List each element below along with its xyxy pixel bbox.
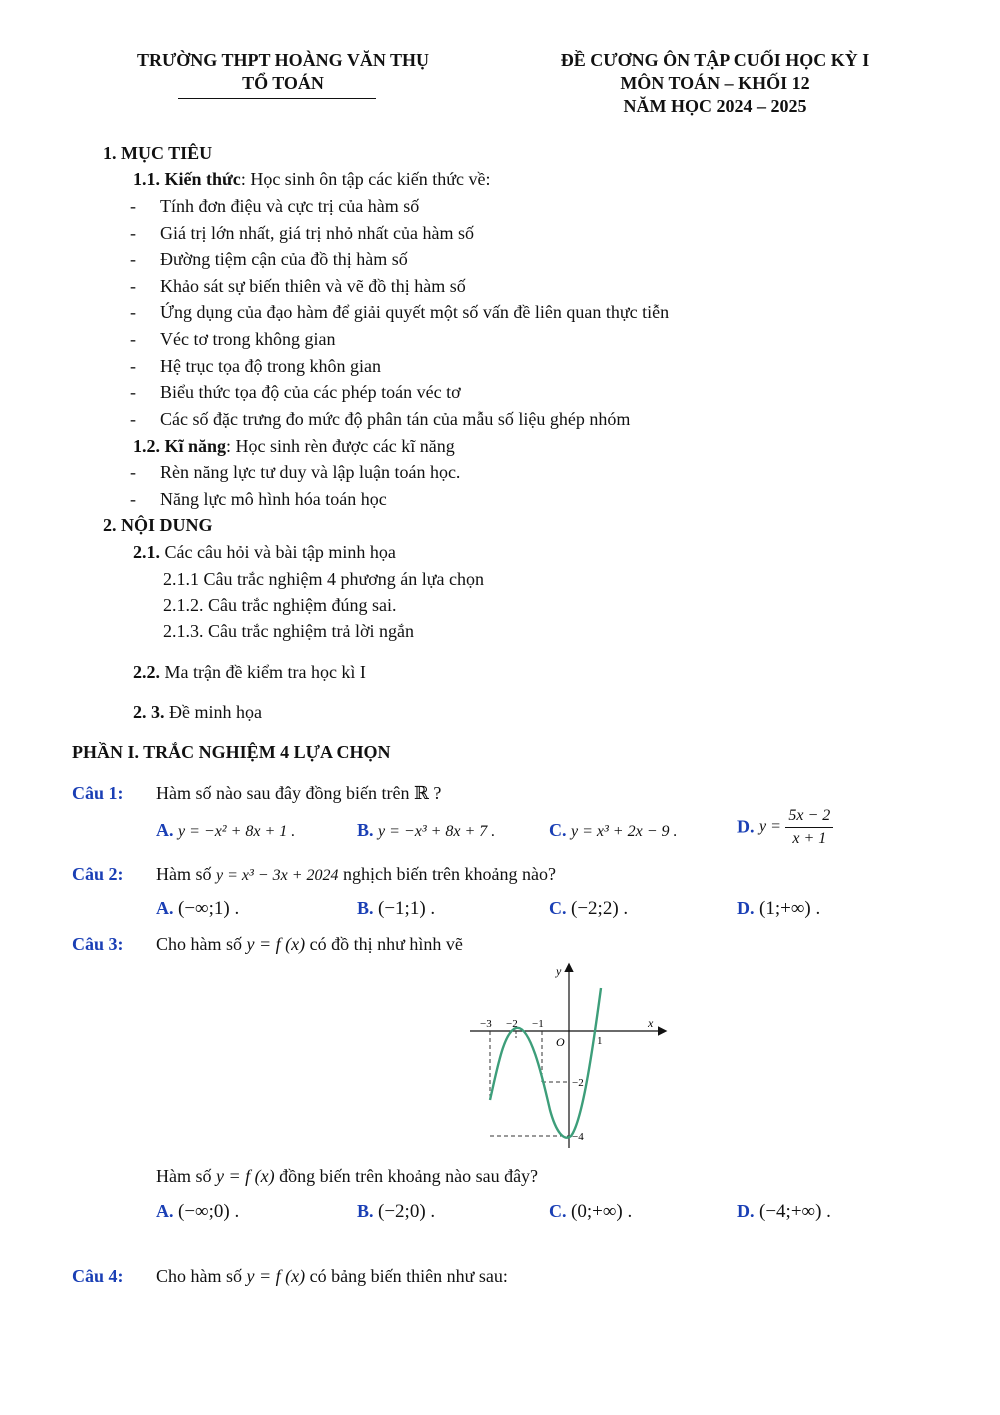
q3-ask	[156, 1166, 538, 1187]
s23-line	[133, 702, 262, 723]
q1-option-c[interactable]	[549, 820, 678, 841]
tick-y-minus2: −2	[572, 1077, 584, 1089]
knowledge-item-8	[130, 382, 461, 403]
skill-line	[133, 436, 455, 457]
skill-item-2	[130, 489, 387, 510]
q3-d-text: (−4;+∞) .	[759, 1201, 831, 1222]
tick-x-minus3: −3	[480, 1018, 492, 1030]
skill-item-text: Rèn năng lực tư duy và lập luận toán học.	[160, 462, 461, 482]
knowledge-text: : Học sinh ôn tập các kiến thức về:	[240, 169, 491, 189]
knowledge-item-6	[130, 329, 335, 350]
q2-text	[156, 864, 556, 885]
q1-a-label: A.	[156, 820, 174, 840]
bullet-dash: -	[130, 302, 136, 323]
knowledge-item-text: Hệ trục tọa độ trong khôn gian	[160, 355, 381, 376]
knowledge-label: 1.1. Kiến thức	[133, 169, 241, 189]
bullet-dash: -	[130, 355, 136, 376]
bullet-dash: -	[130, 329, 136, 349]
q1-d-denominator: x + 1	[792, 829, 827, 847]
bullet-dash: -	[130, 196, 136, 216]
x-axis-label: x	[648, 1016, 654, 1030]
q2-text-post: nghịch biến trên khoảng nào?	[338, 864, 556, 884]
q2-option-a[interactable]	[156, 898, 239, 920]
bullet-dash: -	[130, 408, 136, 429]
knowledge-item-1	[130, 196, 419, 217]
q3-b-label: B.	[357, 1201, 374, 1221]
s21-item-3: 2.1.3. Câu trắc nghiệm trả lời ngắn	[163, 621, 414, 641]
q2-function: y = x³ − 3x + 2024	[216, 867, 339, 884]
q3-text	[156, 934, 463, 955]
knowledge-item-text: Các số đặc trưng đo mức độ phân tán của mẫu số liệu ghép nhóm	[160, 408, 631, 429]
department-name: TỔ TOÁN	[242, 73, 324, 93]
q2-text-pre: Hàm số	[156, 864, 216, 884]
skill-label: 1.2. Kĩ năng	[133, 436, 227, 456]
q2-label: Câu 2:	[72, 864, 124, 884]
q3-a-text: (−∞;0) .	[178, 1201, 240, 1222]
q4-label: Câu 4:	[72, 1266, 124, 1286]
q2-d-label: D.	[737, 898, 755, 918]
bullet-dash: -	[130, 222, 136, 243]
q3-ask-post: đồng biến trên khoảng nào sau đây?	[274, 1166, 539, 1186]
knowledge-item-text: Ứng dụng của đạo hàm để giải quyết một số vấn đề liên quan thực tiễn	[160, 302, 670, 323]
s23-text: Đề minh họa	[164, 702, 262, 722]
q1-b-text: y = −x³ + 8x + 7 .	[378, 823, 496, 840]
origin-label: O	[556, 1035, 565, 1049]
s23-label: 2. 3.	[133, 702, 165, 722]
q2-a-text: (−∞;1) .	[178, 898, 240, 919]
tick-x-1: 1	[597, 1035, 603, 1047]
knowledge-item-9	[130, 409, 630, 430]
skill-text: : Học sinh rèn được các kĩ năng	[226, 436, 455, 456]
q1-d-fraction	[785, 807, 833, 847]
q3-function: y = f (x)	[246, 934, 306, 954]
q2-c-text: (−2;2) .	[571, 898, 629, 919]
knowledge-item-text: Biểu thức tọa độ của các phép toán véc tơ	[160, 382, 461, 403]
knowledge-line	[133, 169, 491, 190]
q1-c-text: y = x³ + 2x − 9 .	[571, 823, 678, 840]
q2-option-c[interactable]	[549, 898, 628, 920]
q2-a-label: A.	[156, 898, 174, 918]
knowledge-item-text: Đường tiệm cận của đồ thị hàm số	[160, 249, 408, 270]
part1-heading: PHẦN I. TRẮC NGHIỆM 4 LỰA CHỌN	[72, 742, 391, 762]
function-curve	[490, 988, 601, 1138]
s21-line	[133, 542, 396, 563]
q3-text-pre: Cho hàm số	[156, 934, 247, 954]
bullet-dash: -	[130, 275, 136, 296]
bullet-dash: -	[130, 249, 136, 270]
y-axis-label: y	[556, 964, 562, 978]
q2-option-d[interactable]	[737, 898, 820, 920]
q3-option-b[interactable]	[357, 1201, 435, 1223]
q2-b-label: B.	[357, 898, 374, 918]
q2-option-b[interactable]	[357, 898, 435, 920]
q1-option-b[interactable]	[357, 820, 495, 841]
q3-option-c[interactable]	[549, 1201, 632, 1223]
q3-label: Câu 3:	[72, 934, 124, 954]
tick-y-minus4: −4	[572, 1131, 584, 1143]
q1-option-a[interactable]	[156, 820, 295, 841]
bullet-dash: -	[130, 382, 136, 403]
knowledge-item-5	[130, 302, 669, 323]
school-year: NĂM HỌC 2024 – 2025	[623, 96, 807, 116]
q3-ask-function: y = f (x)	[216, 1166, 275, 1186]
section1-heading: 1. MỤC TIÊU	[103, 143, 213, 163]
s22-label: 2.2.	[133, 662, 160, 682]
q2-b-text: (−1;1) .	[378, 898, 436, 919]
s21-label: 2.1.	[133, 542, 160, 562]
q4-text-post: có bảng biến thiên như sau:	[305, 1266, 508, 1286]
s21-item-1: 2.1.1 Câu trắc nghiệm 4 phương án lựa chọn	[163, 569, 484, 589]
tick-x-minus1: −1	[532, 1018, 544, 1030]
knowledge-item-4	[130, 276, 466, 297]
knowledge-item-7	[130, 356, 381, 377]
skill-item-1	[130, 462, 460, 483]
s21-text: Các câu hỏi và bài tập minh họa	[160, 542, 396, 562]
knowledge-item-text: Véc tơ trong không gian	[160, 329, 336, 349]
q1-d-lhs: y =	[759, 818, 781, 836]
q3-ask-pre: Hàm số	[156, 1166, 216, 1186]
header-divider	[178, 98, 376, 99]
school-name: TRƯỜNG THPT HOÀNG VĂN THỤ	[136, 50, 430, 70]
q2-d-text: (1;+∞) .	[759, 898, 821, 919]
q3-c-label: C.	[549, 1201, 567, 1221]
q1-d-label: D.	[737, 816, 755, 837]
q1-option-d[interactable]	[737, 807, 833, 847]
q1-d-numerator: 5x − 2	[785, 807, 833, 828]
knowledge-item-2	[130, 223, 474, 244]
q1-label: Câu 1:	[72, 783, 124, 803]
s22-line	[133, 662, 366, 683]
q1-text: Hàm số nào sau đây đồng biến trên ℝ ?	[156, 783, 442, 803]
s21-item-2: 2.1.2. Câu trắc nghiệm đúng sai.	[163, 595, 397, 615]
knowledge-item-3	[130, 249, 408, 270]
q3-a-label: A.	[156, 1201, 174, 1221]
q3-b-text: (−2;0) .	[378, 1201, 436, 1222]
q3-option-d[interactable]	[737, 1201, 831, 1223]
q3-d-label: D.	[737, 1201, 755, 1221]
knowledge-item-text: Khảo sát sự biến thiên và vẽ đồ thị hàm số	[160, 275, 466, 296]
q4-text-pre: Cho hàm số	[156, 1266, 247, 1286]
q3-c-text: (0;+∞) .	[571, 1201, 633, 1222]
q1-a-text: y = −x² + 8x + 1 .	[178, 823, 296, 840]
subject-line: MÔN TOÁN – KHỐI 12	[620, 73, 810, 93]
q2-c-label: C.	[549, 898, 567, 918]
q3-option-a[interactable]	[156, 1201, 239, 1223]
skill-item-text: Năng lực mô hình hóa toán học	[160, 488, 387, 509]
knowledge-item-text: Tính đơn điệu và cực trị của hàm số	[160, 196, 420, 216]
section2-heading: 2. NỘI DUNG	[103, 515, 213, 535]
knowledge-item-text: Giá trị lớn nhất, giá trị nhỏ nhất của hàm số	[160, 222, 474, 243]
bullet-dash: -	[130, 488, 136, 509]
q1-c-label: C.	[549, 820, 567, 840]
document-title: ĐỀ CƯƠNG ÔN TẬP CUỐI HỌC KỲ I	[560, 50, 870, 70]
q4-function: y = f (x)	[246, 1266, 306, 1286]
q4-text	[156, 1266, 508, 1287]
q1-b-label: B.	[357, 820, 374, 840]
q3-text-post: có đồ thị như hình vẽ	[305, 934, 463, 954]
bullet-dash: -	[130, 462, 136, 482]
q3-function-graph	[460, 960, 680, 1150]
s22-text: Ma trận đề kiểm tra học kì I	[160, 662, 366, 682]
tick-x-minus2: −2	[506, 1018, 518, 1030]
